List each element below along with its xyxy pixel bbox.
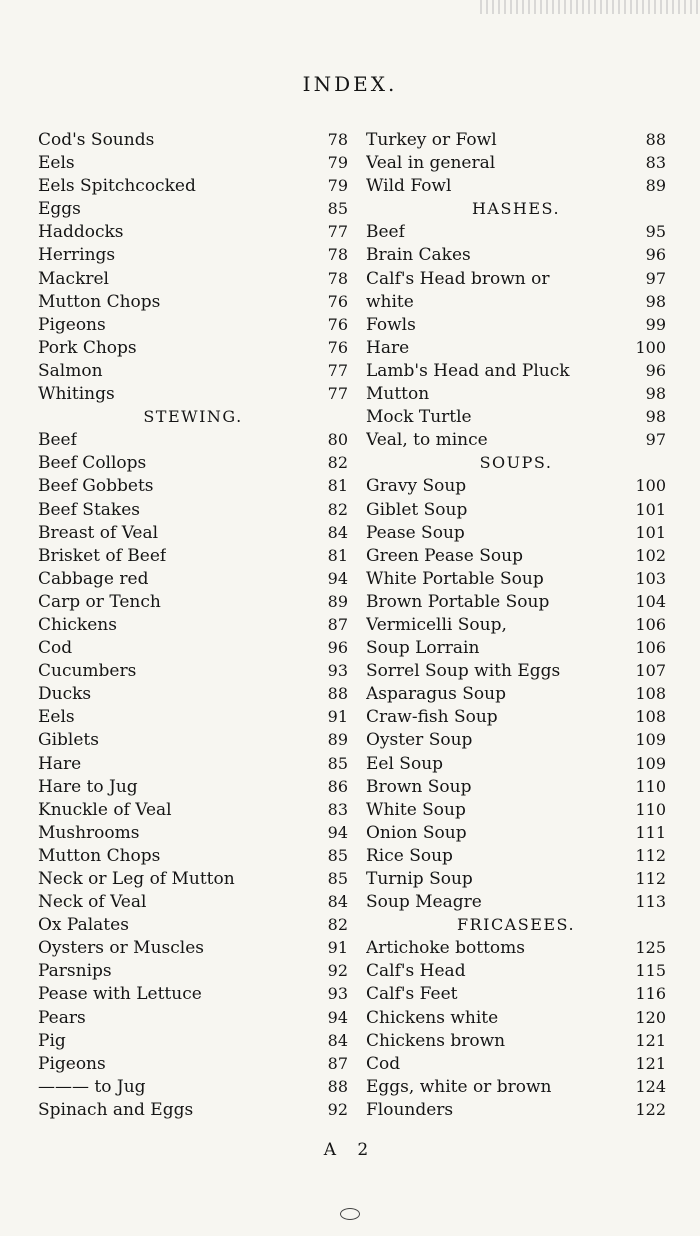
index-entry	[366, 544, 666, 567]
entry-label: Chickens	[38, 614, 117, 635]
section-heading: FRICASEES.	[456, 915, 576, 935]
entry-page-number: 88	[645, 130, 666, 149]
entry-page-number: 93	[327, 984, 348, 1004]
entry-label: Flounders	[366, 1099, 454, 1120]
index-column-left	[38, 128, 348, 1121]
index-entry	[38, 1075, 348, 1098]
index-entry	[38, 982, 348, 1005]
index-entry	[38, 220, 348, 243]
entry-page-number: 89	[327, 591, 348, 611]
entry-page-number: 106	[635, 638, 666, 658]
entry-page-number: 92	[327, 961, 348, 981]
entry-label: Mutton	[366, 384, 430, 405]
entry-label: Beef	[366, 222, 405, 243]
entry-label: White Portable Soup	[366, 568, 544, 589]
entry-page-number: 107	[635, 661, 666, 681]
entry-page-number: 76	[327, 337, 348, 357]
entry-label: Pigeons	[38, 314, 106, 335]
entry-label: Hare to Jug	[38, 776, 138, 797]
entry-label: Calf's Head brown or	[366, 268, 550, 289]
index-entry	[38, 290, 348, 313]
index-entry	[366, 636, 666, 659]
index-entry	[38, 498, 348, 521]
index-entry	[366, 867, 666, 890]
index-entry	[38, 728, 348, 751]
index-entry	[38, 336, 348, 359]
entry-label: Eels Spitchcocked	[38, 176, 196, 197]
entry-page-number: 77	[327, 384, 348, 404]
entry-label: Mock Turtle	[366, 407, 472, 428]
entry-page-number: 108	[635, 684, 666, 704]
entry-label: Salmon	[38, 360, 103, 381]
entry-page-number: 121	[635, 1053, 666, 1073]
index-entry	[38, 174, 348, 197]
entry-page-number: 112	[635, 869, 666, 888]
index-entry	[38, 936, 348, 959]
index-entry	[366, 1075, 666, 1098]
entry-page-number: 98	[645, 291, 666, 311]
entry-label: Brown Portable Soup	[366, 591, 550, 612]
entry-page-number: 97	[645, 430, 666, 450]
index-entry	[366, 705, 666, 728]
entry-label: Turnip Soup	[366, 869, 473, 889]
entry-label: Brown Soup	[366, 776, 472, 797]
index-entry	[366, 959, 666, 982]
entry-label: Cucumbers	[38, 661, 137, 682]
entry-label: Cod's Sounds	[38, 130, 155, 150]
index-entry	[366, 659, 666, 682]
index-entry	[38, 1029, 348, 1052]
entry-page-number: 84	[327, 522, 348, 542]
entry-page-number: 100	[635, 337, 666, 357]
entry-label: Beef Gobbets	[38, 476, 154, 497]
entry-page-number: 96	[645, 360, 666, 380]
entry-label: Rice Soup	[366, 845, 453, 866]
entry-label: Ducks	[38, 684, 92, 705]
index-entry	[38, 359, 348, 382]
entry-page-number: 88	[327, 1076, 348, 1096]
entry-label: Mushrooms	[38, 822, 140, 843]
entry-page-number: 86	[327, 776, 348, 796]
index-entry	[38, 1006, 348, 1029]
entry-label: Beef Collops	[38, 453, 147, 474]
entry-page-number: 122	[635, 1099, 666, 1119]
index-entry	[38, 913, 348, 936]
entry-label: Pease with Lettuce	[38, 984, 202, 1005]
index-entry	[366, 405, 666, 428]
entry-page-number: 102	[635, 545, 666, 565]
entry-page-number: 113	[635, 892, 666, 912]
entry-page-number: 95	[645, 222, 666, 242]
entry-page-number: 91	[327, 707, 348, 727]
entry-label: Craw-fish Soup	[366, 707, 498, 728]
entry-page-number: 82	[327, 499, 348, 519]
entry-label: Mutton Chops	[38, 291, 161, 312]
entry-page-number: 77	[327, 360, 348, 380]
entry-page-number: 87	[327, 1053, 348, 1073]
index-entry	[366, 382, 666, 405]
entry-page-number: 110	[635, 799, 666, 819]
entry-label: Turkey or Fowl	[366, 130, 497, 150]
entry-page-number: 78	[327, 268, 348, 288]
entry-page-number: 110	[635, 776, 666, 796]
entry-label: Chickens white	[366, 1007, 499, 1028]
index-entry	[366, 128, 666, 151]
signature-mark: A 2	[323, 1140, 377, 1160]
entry-page-number: 83	[645, 153, 666, 173]
entry-page-number: 84	[327, 1030, 348, 1050]
entry-page-number: 125	[635, 938, 666, 958]
index-entry	[366, 752, 666, 775]
index-entry	[366, 728, 666, 751]
entry-page-number: 85	[327, 753, 348, 773]
index-entry	[38, 752, 348, 775]
index-entry	[366, 220, 666, 243]
entry-label: Brisket of Beef	[38, 545, 167, 566]
entry-label: Beef Stakes	[38, 499, 141, 520]
entry-label: Calf's Head	[366, 961, 466, 982]
index-entry	[38, 313, 348, 336]
entry-page-number: 78	[327, 245, 348, 265]
entry-page-number: 115	[635, 961, 666, 981]
entry-label: Giblet Soup	[366, 499, 468, 520]
entry-page-number: 111	[635, 822, 666, 842]
entry-label: Cod	[366, 1053, 401, 1074]
entry-page-number: 88	[327, 684, 348, 704]
index-entry	[38, 659, 348, 682]
entry-label: Vermicelli Soup,	[366, 614, 507, 635]
entry-page-number: 100	[635, 476, 666, 496]
entry-label: Pears	[38, 1007, 86, 1028]
index-column-right	[366, 128, 666, 1121]
entry-page-number: 82	[327, 453, 348, 473]
index-entry	[366, 243, 666, 266]
entry-label: Fowls	[366, 314, 416, 335]
entry-label: Asparagus Soup	[366, 684, 506, 705]
entry-label: Spinach and Eggs	[38, 1099, 194, 1120]
entry-page-number: 97	[645, 268, 666, 288]
entry-label: Ox Palates	[38, 915, 129, 936]
entry-page-number: 120	[635, 1007, 666, 1027]
index-entry	[38, 636, 348, 659]
index-entry	[38, 1098, 348, 1121]
entry-page-number: 92	[327, 1099, 348, 1119]
entry-label: Lamb's Head and Pluck	[366, 360, 570, 381]
index-entry	[38, 151, 348, 174]
index-entry	[366, 1052, 666, 1075]
index-entry	[38, 128, 348, 151]
index-entry	[38, 567, 348, 590]
index-entry	[38, 197, 348, 220]
entry-page-number: 116	[635, 984, 666, 1004]
entry-label: Eels	[38, 153, 75, 174]
index-entry	[366, 775, 666, 798]
entry-page-number: 89	[327, 730, 348, 750]
entry-label: Knuckle of Veal	[38, 799, 172, 820]
index-entry	[366, 936, 666, 959]
entry-page-number: 124	[635, 1076, 666, 1096]
entry-label: Gravy Soup	[366, 476, 467, 497]
entry-label: Hare	[366, 337, 410, 358]
section-heading: HASHES.	[471, 199, 561, 219]
index-entry	[38, 1052, 348, 1075]
entry-label: white	[366, 291, 414, 312]
entry-label: Pigeons	[38, 1053, 106, 1074]
index-entry	[366, 474, 666, 497]
entry-page-number: 76	[327, 291, 348, 311]
index-entry	[366, 521, 666, 544]
entry-page-number: 98	[645, 384, 666, 404]
entry-label: Whitings	[38, 384, 115, 405]
index-entry	[38, 590, 348, 613]
section-heading: STEWING.	[143, 407, 243, 427]
entry-label: Veal in general	[366, 153, 496, 174]
entry-page-number: 106	[635, 614, 666, 634]
entry-label: ——— to Jug	[38, 1076, 146, 1097]
entry-page-number: 79	[327, 153, 348, 173]
index-entry	[366, 1029, 666, 1052]
index-entry	[366, 174, 666, 197]
entry-page-number: 78	[327, 130, 348, 149]
entry-label: Onion Soup	[366, 822, 467, 843]
entry-page-number: 82	[327, 915, 348, 935]
index-entry	[366, 1098, 666, 1121]
entry-label: Eggs	[38, 199, 81, 220]
entry-page-number: 76	[327, 314, 348, 334]
entry-label: Neck or Leg of Mutton	[38, 869, 235, 889]
entry-label: Eel Soup	[366, 753, 444, 774]
index-entry	[38, 451, 348, 474]
index-entry	[366, 313, 666, 336]
index-entry	[38, 613, 348, 636]
entry-label: Eggs, white or brown	[366, 1076, 552, 1097]
index-entry	[38, 959, 348, 982]
page-title: INDEX.	[302, 72, 398, 96]
entry-label: Pork Chops	[38, 337, 137, 358]
index-entry	[366, 359, 666, 382]
entry-page-number: 101	[635, 522, 666, 542]
entry-label: Herrings	[38, 245, 116, 266]
entry-label: Oyster Soup	[366, 730, 473, 751]
entry-page-number: 91	[327, 938, 348, 958]
entry-label: Wild Fowl	[366, 176, 452, 197]
entry-page-number: 96	[327, 638, 348, 658]
index-entry	[366, 590, 666, 613]
index-entry	[366, 682, 666, 705]
index-entry	[38, 821, 348, 844]
entry-page-number: 79	[327, 176, 348, 196]
index-entry	[366, 336, 666, 359]
entry-page-number: 103	[635, 568, 666, 588]
entry-label: Calf's Feet	[366, 984, 458, 1005]
index-entry	[38, 798, 348, 821]
index-entry	[38, 705, 348, 728]
entry-label: Haddocks	[38, 222, 124, 243]
index-entry	[366, 267, 666, 290]
index-entry	[38, 867, 348, 890]
entry-page-number: 87	[327, 614, 348, 634]
page-stain	[480, 0, 700, 14]
entry-label: Green Pease Soup	[366, 545, 523, 566]
index-entry	[366, 151, 666, 174]
entry-label: Soup Meagre	[366, 892, 482, 913]
index-entry	[38, 844, 348, 867]
entry-label: Soup Lorrain	[366, 638, 480, 659]
index-entry	[366, 890, 666, 913]
entry-page-number: 108	[635, 707, 666, 727]
entry-label: Hare	[38, 753, 82, 774]
index-entry	[366, 290, 666, 313]
entry-page-number: 81	[327, 545, 348, 565]
entry-page-number: 109	[635, 753, 666, 773]
entry-page-number: 94	[327, 568, 348, 588]
entry-label: Eels	[38, 707, 75, 728]
section-heading: SOUPS.	[479, 453, 553, 473]
index-entry	[366, 982, 666, 1005]
index-entry	[366, 1006, 666, 1029]
entry-page-number: 85	[327, 845, 348, 865]
entry-label: Veal, to mince	[366, 430, 488, 451]
entry-label: Breast of Veal	[38, 522, 159, 543]
index-entry	[38, 890, 348, 913]
index-entry	[38, 682, 348, 705]
entry-page-number: 98	[645, 407, 666, 427]
entry-page-number: 84	[327, 892, 348, 912]
entry-page-number: 83	[327, 799, 348, 819]
index-entry	[366, 613, 666, 636]
entry-page-number: 101	[635, 499, 666, 519]
index-entry	[38, 521, 348, 544]
entry-label: Pease Soup	[366, 522, 465, 543]
entry-page-number: 121	[635, 1030, 666, 1050]
entry-label: Parsnips	[38, 961, 112, 982]
entry-page-number: 89	[645, 176, 666, 196]
index-entry	[38, 428, 348, 451]
index-entry	[38, 267, 348, 290]
entry-page-number: 94	[327, 1007, 348, 1027]
entry-label: White Soup	[366, 799, 466, 820]
entry-label: Sorrel Soup with Eggs	[366, 661, 561, 682]
index-entry	[38, 775, 348, 798]
entry-page-number: 94	[327, 822, 348, 842]
index-entry	[38, 382, 348, 405]
entry-label: Artichoke bottoms	[366, 938, 526, 959]
index-entry	[38, 544, 348, 567]
entry-label: Neck of Veal	[38, 892, 147, 913]
entry-page-number: 109	[635, 730, 666, 750]
index-entry	[366, 821, 666, 844]
entry-page-number: 104	[635, 591, 666, 611]
entry-label: Oysters or Muscles	[38, 938, 204, 959]
index-entry	[366, 798, 666, 821]
entry-page-number: 99	[645, 314, 666, 334]
entry-label: Carp or Tench	[38, 591, 161, 612]
index-entry	[366, 428, 666, 451]
entry-page-number: 77	[327, 222, 348, 242]
ornament-icon	[340, 1208, 360, 1220]
entry-label: Cod	[38, 638, 73, 659]
entry-page-number: 112	[635, 845, 666, 865]
index-entry	[38, 243, 348, 266]
entry-label: Pig	[38, 1030, 66, 1051]
index-entry	[38, 474, 348, 497]
entry-page-number: 85	[327, 869, 348, 888]
index-entry	[366, 567, 666, 590]
entry-label: Beef	[38, 430, 77, 451]
entry-label: Mutton Chops	[38, 845, 161, 866]
entry-label: Mackrel	[38, 268, 109, 289]
entry-page-number: 81	[327, 476, 348, 496]
index-entry	[366, 498, 666, 521]
entry-label: Giblets	[38, 730, 99, 751]
entry-page-number: 93	[327, 661, 348, 681]
index-entry	[366, 844, 666, 867]
entry-label: Brain Cakes	[366, 245, 471, 266]
entry-label: Chickens brown	[366, 1030, 506, 1051]
entry-page-number: 85	[327, 199, 348, 219]
entry-page-number: 80	[327, 430, 348, 450]
entry-page-number: 96	[645, 245, 666, 265]
entry-label: Cabbage red	[38, 568, 149, 589]
